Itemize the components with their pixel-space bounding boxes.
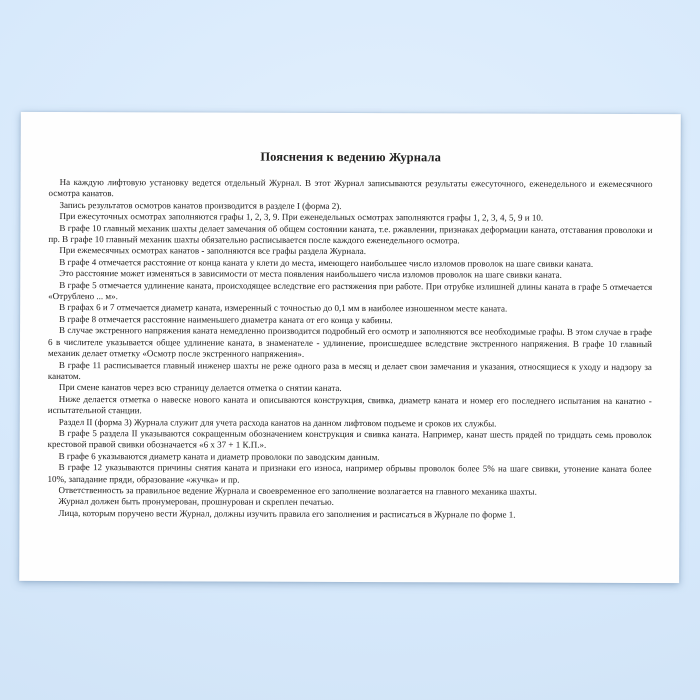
paragraph: В графе 5 раздела II указываются сокращенным обозначением конструкция и свивка каната. Например, канат шесть прядей по тридцать семь проволок крестовой правой свивки обозначается «6 x 37 + 1 К.П.».	[47, 427, 652, 451]
paragraph: Ответственность за правильное ведение Журнала и своевременное его заполнение возлагается на главного механика шахты.	[58, 484, 537, 497]
paragraph: Лица, которым поручено вести Журнал, должны изучить правила его заполнения и расписаться в Журнале по форме 1.	[58, 507, 516, 520]
paragraph: В графе 10 главный механик шахты делает замечания об общем состоянии каната, т.е. ржавлении, признаках деформации каната, отставания проволоки и пр. В графе 10 главный механик шахты обязательно расписывается после каждого еженедельного осмотра.	[48, 222, 653, 246]
paragraph: В графе 11 расписывается главный инженер шахты не реже одного раза в месяц и делает свои замечания и указания, относящиеся к уходу и надзору за канатом.	[47, 359, 652, 381]
paragraph: В графе 5 отмечается удлинение каната, происходящее вследствие его растяжения при работе. При отрубке излишней длины каната в графе 5 отмечается «Отрублено ... м».	[48, 279, 653, 302]
paragraph: В графе 8 отмечается расстояние наименьшего диаметра каната от его конца у кабины.	[59, 313, 393, 326]
paragraph: Запись результатов осмотров канатов производится в разделе I (форма 2).	[59, 199, 342, 211]
paragraph: Ниже делается отметка о навеске нового каната и описываются конструкция, свивка, диаметр каната и номер его последнего испытания на канатно - испытательной станции.	[47, 393, 652, 416]
paragraph: В графах 6 и 7 отмечается диаметр каната, измеренный с точностью до 0,1 мм в наиболее изношенном месте каната.	[59, 302, 508, 315]
paragraph: При ежесуточных осмотрах заполняются графы 1, 2, 3, 9. При еженедельных осмотрах заполняются графы 1, 2, 3, 4, 5, 9 и 10.	[59, 211, 544, 223]
paragraph: В графе 12 указываются причины снятия каната и признаки его износа, например обрывы проволок более 5% на шаге свивки, утонение каната более 10%, западание пряди, образование «жучка» и пр.	[47, 462, 652, 485]
paragraph: На каждую лифтовую установку ведется отдельный Журнал. В этот Журнал записываются результаты ежесуточного, еженедельного и ежемесячного осмотра канатов.	[48, 176, 653, 199]
paragraph: При смене канатов через всю страницу делается отметка о снятии каната.	[58, 382, 342, 394]
paragraph: В графе 4 отмечается расстояние от конца каната у клети до места, имеющего наибольшее число изломов проволок на шаге свивки каната.	[59, 256, 594, 269]
paragraph: В графе 6 указываются диаметр каната и диаметр проволоки по заводским данным.	[58, 450, 380, 462]
paragraph: В случае экстренного напряжения каната немедленно производится подробный его осмотр и заполняются все необходимые графы. В этом случае в графе 6 в числителе указывается общее удлинение каната, в знаменателе - удлинение, происшедшее вследствие экстренного напряжения. В графе 10 главный механик делает отметку «Осмотр после экстренного напряжения».	[47, 325, 653, 359]
paragraph: Раздел II (форма 3) Журнала служит для учета расхода канатов на данном лифтовом подъеме и сроков их службы.	[58, 416, 497, 429]
document-page	[19, 112, 681, 583]
paragraph: При ежемесячных осмотрах канатов - заполняются все графы раздела Журнала.	[59, 245, 367, 257]
paragraph: Это расстояние может изменяться в зависимости от места появления наибольшего числа изломов проволок на шаге свивки каната.	[59, 268, 562, 280]
document-title: Пояснения к ведению Журнала	[260, 149, 442, 165]
document-body	[47, 177, 652, 521]
paragraph: Журнал должен быть пронумерован, прошнурован и скреплен печатью.	[58, 496, 334, 508]
